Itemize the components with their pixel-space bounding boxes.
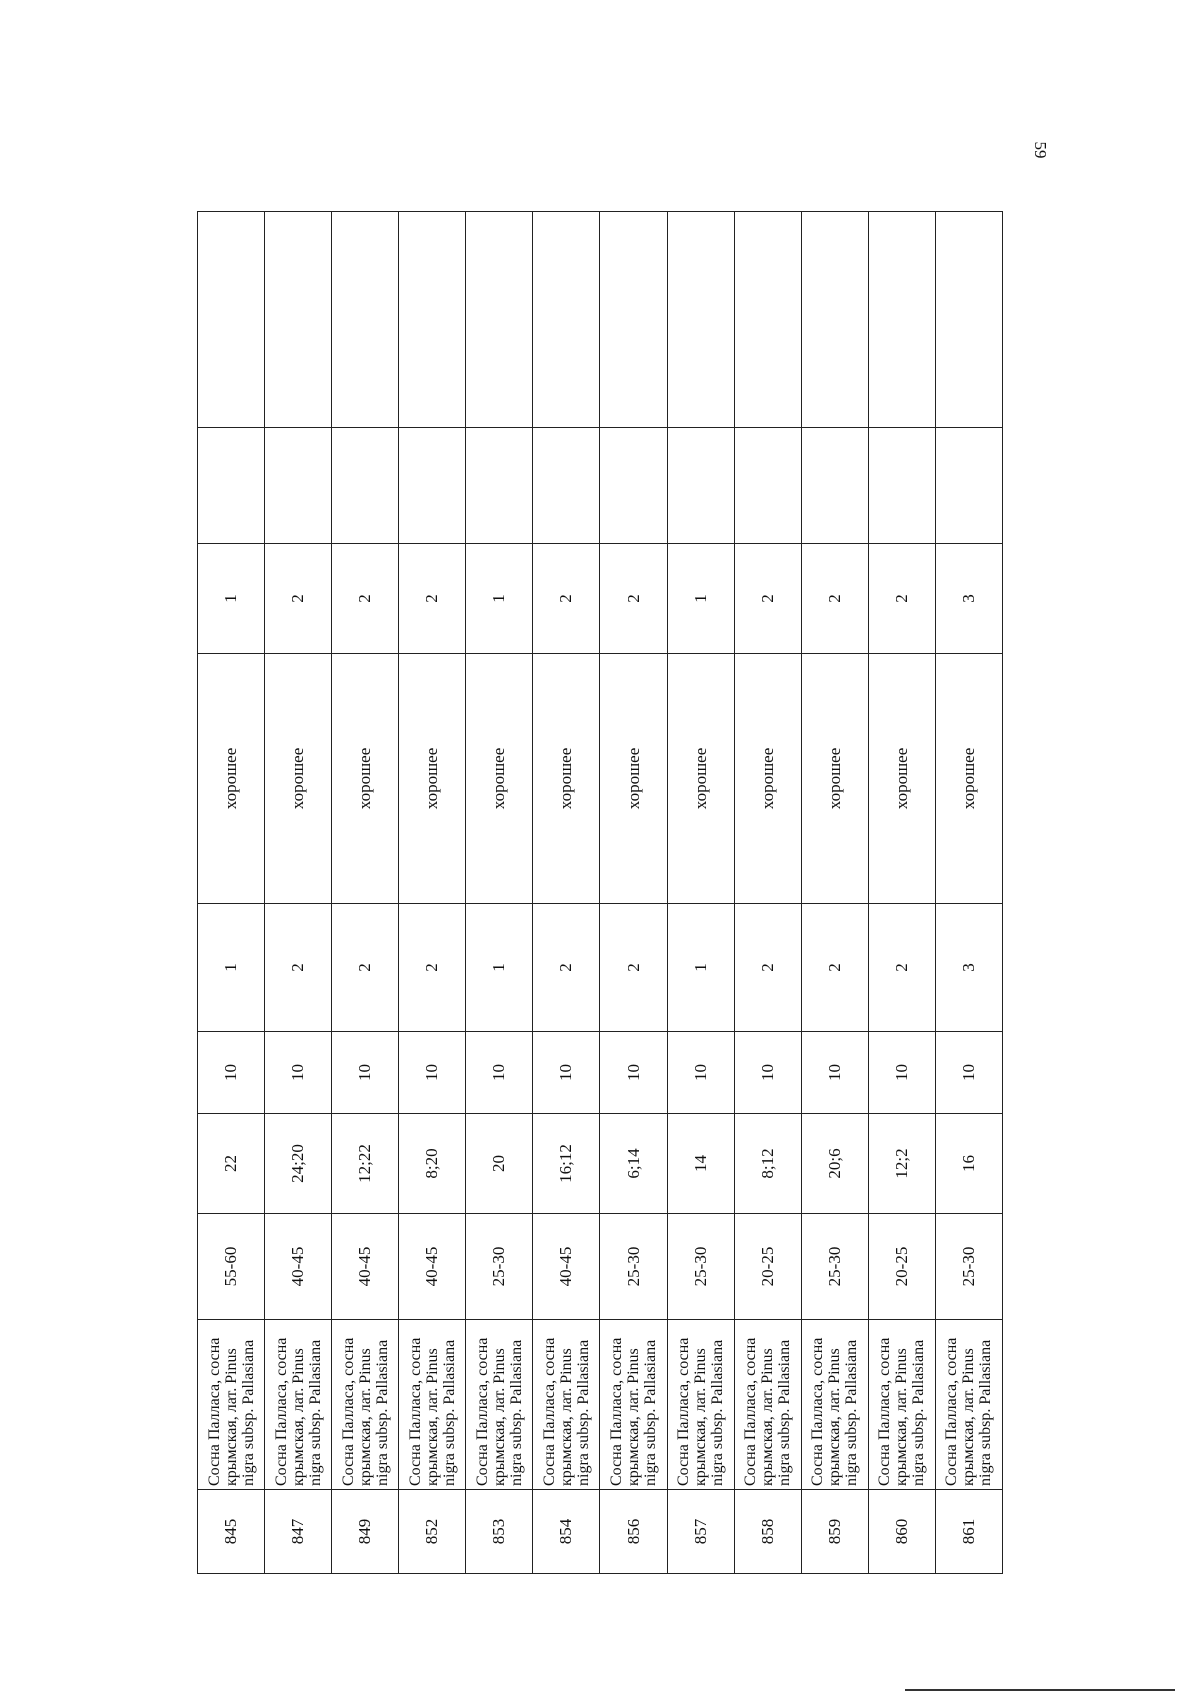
cell-empty [801, 212, 868, 428]
cell-condition: хорошее [265, 654, 332, 904]
cell-row-number: 853 [466, 1490, 533, 1574]
cell-row-number: 857 [667, 1490, 734, 1574]
cell-condition: хорошее [935, 654, 1002, 904]
cell-condition: хорошее [466, 654, 533, 904]
cell-diameter: 8;12 [734, 1114, 801, 1214]
cell-row-number: 860 [868, 1490, 935, 1574]
cell-species: Сосна Палласа, сосна крымская, лат. Pinus nigra subsp. Pallasiana [533, 1320, 600, 1490]
cell-count-total: 2 [265, 544, 332, 654]
cell-height: 10 [667, 1032, 734, 1114]
table-row [667, 212, 734, 1574]
cell-age: 40-45 [265, 1214, 332, 1320]
cell-row-number: 861 [935, 1490, 1002, 1574]
cell-empty [734, 212, 801, 428]
cell-empty [265, 428, 332, 544]
cell-condition: хорошее [801, 654, 868, 904]
cell-row-number: 849 [332, 1490, 399, 1574]
cell-diameter: 12;22 [332, 1114, 399, 1214]
cell-row-number: 847 [265, 1490, 332, 1574]
cell-count-total: 1 [667, 544, 734, 654]
table-row [399, 212, 466, 1574]
cell-empty [600, 428, 667, 544]
cell-species: Сосна Палласа, сосна крымская, лат. Pinus nigra subsp. Pallasiana [935, 1320, 1002, 1490]
cell-age: 20-25 [734, 1214, 801, 1320]
table-row [600, 212, 667, 1574]
cell-empty [198, 212, 265, 428]
cell-empty [198, 428, 265, 544]
table-row [198, 212, 265, 1574]
cell-row-number: 859 [801, 1490, 868, 1574]
cell-empty [533, 428, 600, 544]
table-row [265, 212, 332, 1574]
cell-age: 25-30 [667, 1214, 734, 1320]
cell-species: Сосна Палласа, сосна крымская, лат. Pinus nigra subsp. Pallasiana [332, 1320, 399, 1490]
cell-count-total: 2 [600, 544, 667, 654]
cell-age: 40-45 [399, 1214, 466, 1320]
cell-height: 10 [265, 1032, 332, 1114]
cell-species: Сосна Палласа, сосна крымская, лат. Pinus nigra subsp. Pallasiana [399, 1320, 466, 1490]
cell-species: Сосна Палласа, сосна крымская, лат. Pinus nigra subsp. Pallasiana [198, 1320, 265, 1490]
bottom-rule [905, 1689, 1175, 1691]
cell-count: 2 [332, 904, 399, 1032]
cell-condition: хорошее [533, 654, 600, 904]
cell-count-total: 2 [801, 544, 868, 654]
table-row [935, 212, 1002, 1574]
cell-diameter: 24;20 [265, 1114, 332, 1214]
cell-count: 2 [533, 904, 600, 1032]
cell-condition: хорошее [198, 654, 265, 904]
cell-count-total: 2 [734, 544, 801, 654]
cell-empty [935, 428, 1002, 544]
cell-count-total: 2 [399, 544, 466, 654]
cell-count: 2 [868, 904, 935, 1032]
cell-age: 25-30 [600, 1214, 667, 1320]
cell-count: 2 [399, 904, 466, 1032]
cell-count-total: 2 [332, 544, 399, 654]
cell-count: 2 [265, 904, 332, 1032]
cell-age: 40-45 [332, 1214, 399, 1320]
cell-empty [935, 212, 1002, 428]
cell-count: 1 [466, 904, 533, 1032]
cell-count: 3 [935, 904, 1002, 1032]
cell-species: Сосна Палласа, сосна крымская, лат. Pinus nigra subsp. Pallasiana [667, 1320, 734, 1490]
cell-diameter: 6;14 [600, 1114, 667, 1214]
cell-row-number: 856 [600, 1490, 667, 1574]
tree-inventory-table [197, 211, 1003, 1574]
cell-diameter: 16 [935, 1114, 1002, 1214]
cell-diameter: 8;20 [399, 1114, 466, 1214]
cell-diameter: 16;12 [533, 1114, 600, 1214]
cell-height: 10 [332, 1032, 399, 1114]
cell-height: 10 [801, 1032, 868, 1114]
cell-empty [399, 212, 466, 428]
cell-empty [868, 212, 935, 428]
cell-condition: хорошее [600, 654, 667, 904]
cell-empty [265, 212, 332, 428]
cell-empty [667, 212, 734, 428]
cell-row-number: 852 [399, 1490, 466, 1574]
cell-count: 1 [198, 904, 265, 1032]
cell-condition: хорошее [868, 654, 935, 904]
cell-height: 10 [868, 1032, 935, 1114]
table-row [801, 212, 868, 1574]
cell-condition: хорошее [734, 654, 801, 904]
cell-diameter: 20;6 [801, 1114, 868, 1214]
cell-age: 25-30 [801, 1214, 868, 1320]
cell-count-total: 1 [466, 544, 533, 654]
cell-age: 40-45 [533, 1214, 600, 1320]
cell-species: Сосна Палласа, сосна крымская, лат. Pinus nigra subsp. Pallasiana [600, 1320, 667, 1490]
table-row [332, 212, 399, 1574]
cell-species: Сосна Палласа, сосна крымская, лат. Pinus nigra subsp. Pallasiana [466, 1320, 533, 1490]
cell-empty [332, 212, 399, 428]
cell-empty [399, 428, 466, 544]
cell-height: 10 [466, 1032, 533, 1114]
cell-diameter: 12;2 [868, 1114, 935, 1214]
cell-condition: хорошее [667, 654, 734, 904]
cell-empty [466, 212, 533, 428]
cell-species: Сосна Палласа, сосна крымская, лат. Pinus nigra subsp. Pallasiana [265, 1320, 332, 1490]
table-row [868, 212, 935, 1574]
cell-empty [466, 428, 533, 544]
cell-count-total: 2 [868, 544, 935, 654]
cell-diameter: 22 [198, 1114, 265, 1214]
cell-diameter: 14 [667, 1114, 734, 1214]
cell-height: 10 [399, 1032, 466, 1114]
cell-condition: хорошее [332, 654, 399, 904]
table-row [734, 212, 801, 1574]
cell-height: 10 [198, 1032, 265, 1114]
cell-species: Сосна Палласа, сосна крымская, лат. Pinus nigra subsp. Pallasiana [734, 1320, 801, 1490]
cell-diameter: 20 [466, 1114, 533, 1214]
cell-empty [868, 428, 935, 544]
cell-age: 20-25 [868, 1214, 935, 1320]
cell-empty [667, 428, 734, 544]
cell-height: 10 [533, 1032, 600, 1114]
cell-empty [801, 428, 868, 544]
cell-count: 2 [600, 904, 667, 1032]
cell-age: 25-30 [466, 1214, 533, 1320]
cell-count-total: 2 [533, 544, 600, 654]
cell-row-number: 854 [533, 1490, 600, 1574]
rotated-table-container [197, 212, 1003, 1574]
page-number: 59 [1031, 141, 1050, 159]
cell-empty [600, 212, 667, 428]
cell-age: 25-30 [935, 1214, 1002, 1320]
cell-empty [734, 428, 801, 544]
cell-empty [332, 428, 399, 544]
cell-species: Сосна Палласа, сосна крымская, лат. Pinus nigra subsp. Pallasiana [801, 1320, 868, 1490]
cell-count: 2 [801, 904, 868, 1032]
cell-height: 10 [935, 1032, 1002, 1114]
cell-height: 10 [600, 1032, 667, 1114]
cell-row-number: 858 [734, 1490, 801, 1574]
cell-count: 1 [667, 904, 734, 1032]
cell-empty [533, 212, 600, 428]
table-row [466, 212, 533, 1574]
cell-age: 55-60 [198, 1214, 265, 1320]
cell-count: 2 [734, 904, 801, 1032]
cell-condition: хорошее [399, 654, 466, 904]
table-row [533, 212, 600, 1574]
cell-count-total: 1 [198, 544, 265, 654]
cell-height: 10 [734, 1032, 801, 1114]
cell-row-number: 845 [198, 1490, 265, 1574]
cell-species: Сосна Палласа, сосна крымская, лат. Pinus nigra subsp. Pallasiana [868, 1320, 935, 1490]
cell-count-total: 3 [935, 544, 1002, 654]
